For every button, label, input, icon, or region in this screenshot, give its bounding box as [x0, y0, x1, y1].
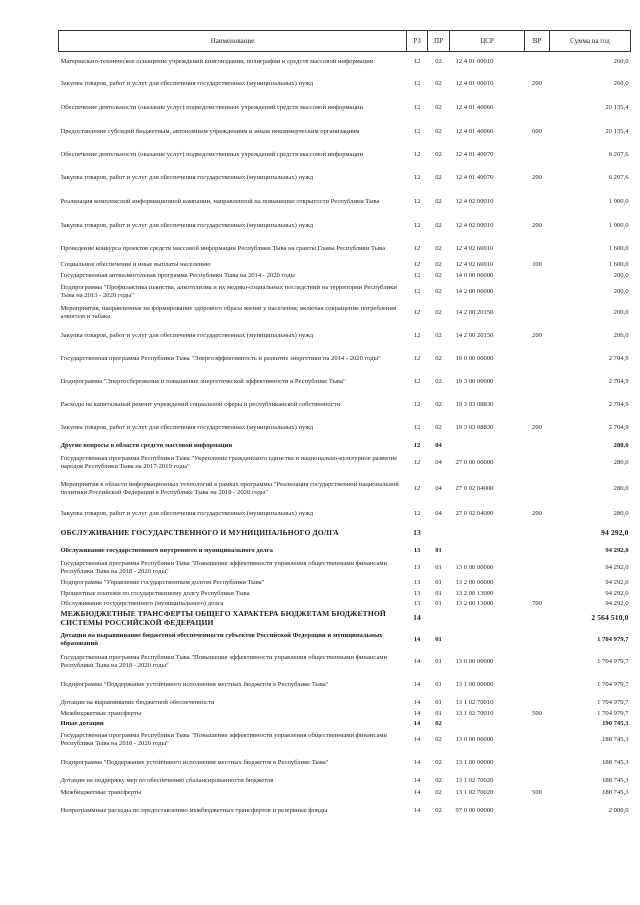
table-row [59, 452, 631, 474]
row-vr [525, 271, 550, 282]
table-row [59, 799, 631, 823]
row-name: Государственная антиалкогольная программа Республики Тыва на 2014 - 2020 годы [60, 272, 295, 280]
row-csr: 14 2 00 00000 [455, 287, 494, 295]
row-sum: 6 207,6 [608, 173, 629, 181]
row-pr: 02 [435, 287, 442, 295]
budget-page [58, 30, 630, 823]
row-csr [450, 629, 525, 651]
row-name: Государственная программа Республики Тыва "Повышение эффективности управления общественными финансами Республики Тыва на 2018 - 2020 годы" [60, 559, 388, 575]
row-vr: 200 [532, 509, 542, 517]
row-pr: 01 [435, 657, 442, 665]
row-rz: 12 [413, 354, 421, 362]
row-sum: 2 704,9 [608, 400, 629, 408]
table-row [59, 578, 631, 589]
row-rz: 14 [413, 680, 421, 688]
row-vr: 300 [532, 261, 542, 269]
row-name: Материально-техническое оснащение учреждений книгоиздания, полиграфии и средств массовой информации [60, 57, 374, 65]
row-name: Закупка товаров, работ и услуг для обеспечения государственных (муниципальных) нужд [60, 423, 314, 431]
row-sum: 200,0 [613, 308, 629, 316]
table-row [59, 474, 631, 504]
row-sum: 1 704 979,7 [597, 698, 629, 706]
row-rz: 14 [413, 776, 421, 784]
row-sum: 1 704 979,7 [597, 635, 629, 643]
row-vr [525, 775, 550, 787]
row-csr: 19 3 03 08830 [455, 423, 494, 431]
row-name: Проведение конкурса проектов средств массовой информации Республики Тыва на гранты Главы Республики Тыва [60, 244, 386, 252]
row-name: Обеспечение деятельности (оказание услуг) подведомственных учреждений средств массовой информации [60, 150, 364, 158]
row-sum: 20 135,4 [605, 103, 629, 111]
row-name: Расходы на капитальный ремонт учреждений социальной сферы и республиканской собственности [60, 400, 341, 408]
row-rz: 12 [413, 244, 421, 252]
row-sum: 94 292,0 [605, 579, 629, 587]
table-row [59, 52, 631, 72]
row-sum: 94 292,0 [605, 599, 629, 607]
row-rz: 14 [413, 613, 421, 623]
table-row [59, 504, 631, 524]
row-vr [525, 394, 550, 416]
row-pr: 04 [435, 441, 442, 449]
row-rz: 14 [413, 635, 421, 643]
row-csr: 12 4 02 00010 [455, 221, 494, 229]
row-csr: 14 0 00 00000 [455, 272, 494, 280]
row-vr: 500 [532, 709, 542, 717]
row-rz: 14 [413, 719, 421, 727]
table-row [59, 609, 631, 629]
row-pr: 02 [435, 400, 442, 408]
row-rz: 12 [413, 221, 421, 229]
row-csr [450, 719, 525, 729]
row-csr: 13 1 00 00000 [455, 680, 494, 688]
row-rz: 13 [413, 589, 421, 597]
table-row [59, 238, 631, 260]
header-name: Наименование [59, 31, 407, 52]
row-name: Межбюджетные трансферты [60, 788, 142, 796]
row-sum: 1 000,0 [608, 197, 629, 205]
row-name: Подпрограмма "Управление государственным долгом Республики Тыва" [60, 579, 265, 587]
row-name: Государственная программа Республики Тыва "Укрепление гражданского единства и национально-культурное развитие народов Республики Тыва на 2017-2019 годы" [60, 454, 398, 470]
row-vr [525, 544, 550, 558]
table-row [59, 302, 631, 324]
row-vr: 200 [532, 331, 542, 339]
row-rz: 12 [413, 57, 421, 65]
table-row [59, 282, 631, 302]
row-sum: 280,0 [613, 458, 629, 466]
row-csr: 12 4 01 40070 [455, 150, 494, 158]
row-csr: 97 0 00 00000 [455, 806, 494, 814]
row-csr: 13 1 02 70020 [455, 788, 494, 796]
row-sum: 1 704 979,7 [597, 709, 629, 717]
row-sum: 200,0 [613, 287, 629, 295]
row-name: ОБСЛУЖИВАНИЕ ГОСУДАРСТВЕННОГО И МУНИЦИПАЛЬНОГО ДОЛГА [60, 528, 339, 538]
row-rz: 12 [413, 197, 421, 205]
header-pr: ПР [428, 31, 450, 52]
row-name: Процентные платежи по государственному долгу Республики Тыва [60, 589, 250, 597]
row-pr: 01 [435, 563, 442, 571]
row-name: Дотации на выравнивание бюджетной обеспеченности [60, 698, 215, 706]
row-vr [525, 348, 550, 370]
row-pr: 04 [435, 484, 442, 492]
row-rz: 12 [413, 261, 421, 269]
row-csr: 19 3 03 08830 [455, 400, 494, 408]
row-pr: 04 [435, 458, 442, 466]
row-sum: 188 745,3 [602, 788, 629, 796]
row-name: Закупка товаров, работ и услуг для обеспечения государственных (муниципальных) нужд [60, 221, 314, 229]
table-row [59, 416, 631, 440]
row-rz: 12 [413, 287, 421, 295]
row-pr: 01 [435, 579, 442, 587]
table-body [59, 52, 631, 823]
row-rz: 12 [413, 458, 421, 466]
row-pr: 02 [435, 103, 442, 111]
row-csr: 13 1 02 70010 [455, 698, 494, 706]
row-pr: 02 [435, 57, 442, 65]
row-pr: 02 [435, 377, 442, 385]
row-name: Обслуживание государственного (муниципального) долга [60, 599, 224, 607]
table-row [59, 190, 631, 214]
row-rz: 14 [413, 758, 421, 766]
table-row [59, 96, 631, 120]
row-name: Закупка товаров, работ и услуг для обеспечения государственных (муниципальных) нужд [60, 173, 314, 181]
row-rz: 12 [413, 127, 421, 135]
row-pr: 02 [435, 127, 442, 135]
row-pr: 02 [435, 719, 442, 727]
row-csr: 13 1 02 70020 [455, 776, 494, 784]
row-csr [450, 609, 525, 629]
row-csr: 13 0 00 00000 [455, 563, 494, 571]
row-sum: 1 600,0 [608, 244, 629, 252]
row-csr: 12 4 01 40070 [455, 173, 494, 181]
row-sum: 188 745,3 [602, 776, 629, 784]
row-vr: 200 [532, 79, 542, 87]
row-vr [525, 651, 550, 673]
row-pr: 02 [435, 272, 442, 280]
row-pr: 02 [435, 308, 442, 316]
row-csr: 12 4 02 60010 [455, 244, 494, 252]
row-rz: 13 [413, 599, 421, 607]
table-row [59, 348, 631, 370]
row-csr: 12 4 01 40060 [455, 127, 494, 135]
header-rz: РЗ [407, 31, 428, 52]
row-csr: 27 0 02 04000 [455, 509, 494, 517]
row-csr: 19 3 00 00000 [455, 377, 494, 385]
row-sum: 2 564 510,0 [591, 613, 629, 623]
row-name: Социальное обеспечение и иные выплаты населению [60, 261, 211, 269]
row-rz: 14 [413, 788, 421, 796]
row-csr: 12 4 02 60010 [455, 261, 494, 269]
row-sum: 200,0 [613, 331, 629, 339]
row-csr: 13 0 00 00000 [455, 735, 494, 743]
row-vr [525, 751, 550, 775]
table-row [59, 260, 631, 271]
row-vr [525, 302, 550, 324]
row-name: Мероприятия в области информационных технологий в рамках программы "Реализация государственной национальной политики Российской Федерации в Республике Тыва на 2018 - 2020 годы" [60, 480, 399, 496]
row-rz: 12 [413, 441, 421, 449]
table-row [59, 729, 631, 751]
row-vr [525, 609, 550, 629]
row-pr: 01 [435, 635, 442, 643]
row-name: Реализация комплексной информационной кампании, направленной на повышение открытости Республики Тыва [60, 197, 380, 205]
row-name: Подпрограмма "Профилактика пьянства, алкоголизма и их медико-социальных последствий на территории Республики Тыва на 2013 - 2020 годы" [60, 283, 397, 299]
row-csr: 27 0 00 00000 [455, 458, 494, 466]
row-pr: 01 [435, 599, 442, 607]
row-pr: 01 [435, 698, 442, 706]
row-name: Предоставление субсидий бюджетным, автономным учреждениям и иным некоммерческим организациям [60, 127, 360, 135]
row-csr: 12 4 02 00010 [455, 197, 494, 205]
row-csr: 14 2 00 20150 [455, 331, 494, 339]
table-row [59, 673, 631, 697]
row-name: Обслуживание государственного внутреннего и муниципального долга [60, 546, 273, 554]
row-pr: 04 [435, 509, 442, 517]
row-vr [525, 190, 550, 214]
row-sum: 2 704,9 [608, 423, 629, 431]
row-name: Закупка товаров, работ и услуг для обеспечения государственных (муниципальных) нужд [60, 509, 314, 517]
row-vr [525, 729, 550, 751]
row-rz: 13 [413, 528, 421, 538]
table-row [59, 787, 631, 799]
row-csr [450, 440, 525, 452]
row-name: МЕЖБЮДЖЕТНЫЕ ТРАНСФЕРТЫ ОБЩЕГО ХАРАКТЕРА БЮДЖЕТАМ БЮДЖЕТНОЙ СИСТЕМЫ РОССИЙСКОЙ ФЕДЕРАЦИИ [60, 608, 386, 627]
row-name: Подпрограмма "Поддержание устойчивого исполнения местных бюджетов в Республике Тыва" [60, 680, 329, 688]
table-row [59, 775, 631, 787]
row-name: Государственная программа Республики Тыва "Повышение эффективности управления общественными финансами Республики Тыва на 2018 - 2020 годы" [60, 731, 388, 747]
row-csr: 13 2 00 13000 [455, 599, 494, 607]
row-name: Закупка товаров, работ и услуг для обеспечения государственных (муниципальных) нужд [60, 79, 314, 87]
budget-table [58, 30, 631, 823]
row-sum: 260,0 [613, 57, 629, 65]
row-rz: 13 [413, 563, 421, 571]
row-sum: 6 207,6 [608, 150, 629, 158]
header-csr: ЦСР [450, 31, 525, 52]
row-csr [450, 544, 525, 558]
table-row [59, 72, 631, 96]
row-vr: 600 [532, 127, 542, 135]
row-vr: 200 [532, 173, 542, 181]
row-vr [525, 719, 550, 729]
row-csr: 13 2 00 00000 [455, 579, 494, 587]
row-rz: 13 [413, 546, 421, 554]
row-vr [525, 629, 550, 651]
row-pr: 02 [435, 331, 442, 339]
row-sum: 94 292,0 [601, 528, 629, 538]
row-rz: 12 [413, 103, 421, 111]
row-vr [525, 589, 550, 599]
row-pr: 02 [435, 221, 442, 229]
row-sum: 200,0 [613, 272, 629, 280]
row-csr: 13 1 02 70010 [455, 709, 494, 717]
row-sum: 20 135,4 [605, 127, 629, 135]
row-rz: 13 [413, 579, 421, 587]
row-pr: 02 [435, 776, 442, 784]
row-rz: 12 [413, 377, 421, 385]
row-vr [525, 96, 550, 120]
table-row [59, 709, 631, 719]
row-csr: 12 4 01 00010 [455, 79, 494, 87]
row-name: Непрограммные расходы по предоставлению межбюджетных трансфертов и резервные фонды [60, 806, 328, 814]
row-vr [525, 578, 550, 589]
row-csr: 19 0 00 00000 [455, 354, 494, 362]
row-vr [525, 474, 550, 504]
row-csr: 12 4 01 40060 [455, 103, 494, 111]
row-vr: 200 [532, 423, 542, 431]
table-row [59, 271, 631, 282]
row-pr [428, 609, 450, 629]
header-sum: Сумма на год [550, 31, 631, 52]
row-rz: 12 [413, 79, 421, 87]
table-row [59, 589, 631, 599]
row-pr: 01 [435, 589, 442, 597]
row-sum: 1 600,0 [608, 261, 629, 269]
row-csr [450, 524, 525, 544]
table-row [59, 440, 631, 452]
table-row [59, 370, 631, 394]
row-csr: 27 0 02 04000 [455, 484, 494, 492]
row-sum: 2 000,0 [608, 806, 629, 814]
row-vr: 200 [532, 221, 542, 229]
row-vr [525, 673, 550, 697]
row-vr [525, 452, 550, 474]
table-row [59, 120, 631, 144]
row-sum: 94 292,0 [605, 589, 629, 597]
row-vr: 700 [532, 599, 542, 607]
row-rz: 12 [413, 509, 421, 517]
row-pr: 02 [435, 244, 442, 252]
row-pr: 02 [435, 423, 442, 431]
row-rz: 12 [413, 150, 421, 158]
table-row [59, 719, 631, 729]
row-sum: 94 292,0 [605, 563, 629, 571]
table-row [59, 558, 631, 578]
row-name: Межбюджетные трансферты [60, 709, 142, 717]
table-row [59, 144, 631, 166]
row-rz: 12 [413, 272, 421, 280]
table-row [59, 544, 631, 558]
table-row [59, 629, 631, 651]
row-sum: 280,0 [613, 441, 629, 449]
row-pr: 02 [435, 354, 442, 362]
row-vr [525, 440, 550, 452]
row-sum: 2 704,9 [608, 377, 629, 385]
row-rz: 12 [413, 331, 421, 339]
row-pr: 02 [435, 173, 442, 181]
row-sum: 1 704 979,7 [597, 657, 629, 665]
header-vr: ВР [525, 31, 550, 52]
row-sum: 1 704 979,7 [597, 680, 629, 688]
row-name: Подпрограмма "Энергосбережение и повышение энергетической эффективности в Республике Тыва" [60, 377, 346, 385]
row-vr [525, 370, 550, 394]
row-name: Подпрограмма "Поддержание устойчивого исполнения местных бюджетов в Республике Тыва" [60, 758, 329, 766]
row-csr: 12 4 01 00010 [455, 57, 494, 65]
row-name: Государственная программа Республики Тыва "Энергоэффективность и развитие энергетики на 2014 - 2020 годы" [60, 354, 381, 362]
row-rz: 12 [413, 173, 421, 181]
row-rz: 14 [413, 657, 421, 665]
row-sum: 280,0 [613, 484, 629, 492]
row-vr [525, 799, 550, 823]
row-pr: 02 [435, 79, 442, 87]
row-rz: 12 [413, 484, 421, 492]
table-row [59, 166, 631, 190]
row-pr: 02 [435, 758, 442, 766]
row-csr: 13 0 00 00000 [455, 657, 494, 665]
row-csr: 14 2 00 20150 [455, 308, 494, 316]
row-vr [525, 52, 550, 72]
row-name: Обеспечение деятельности (оказание услуг) подведомственных учреждений средств массовой информации [60, 103, 364, 111]
row-rz: 12 [413, 308, 421, 316]
row-pr: 02 [435, 735, 442, 743]
row-vr: 500 [532, 788, 542, 796]
row-name: Закупка товаров, работ и услуг для обеспечения государственных (муниципальных) нужд [60, 331, 314, 339]
table-row [59, 599, 631, 609]
row-name: Дотации на поддержку мер по обеспечению сбалансированности бюджетов [60, 776, 274, 784]
table-row [59, 324, 631, 348]
row-pr: 02 [435, 261, 442, 269]
table-row [59, 697, 631, 709]
row-rz: 14 [413, 735, 421, 743]
row-sum: 260,0 [613, 79, 629, 87]
row-sum: 94 292,0 [605, 546, 629, 554]
row-pr: 02 [435, 788, 442, 796]
row-csr: 13 2 00 13000 [455, 589, 494, 597]
row-rz: 14 [413, 806, 421, 814]
table-row [59, 524, 631, 544]
row-vr [525, 238, 550, 260]
row-rz: 12 [413, 423, 421, 431]
row-sum: 190 745,3 [602, 719, 629, 727]
row-vr [525, 558, 550, 578]
row-pr: 02 [435, 806, 442, 814]
row-vr [525, 697, 550, 709]
row-csr: 13 1 00 00000 [455, 758, 494, 766]
row-pr: 01 [435, 546, 442, 554]
row-name: Мероприятия, направленные на формирование здорового образа жизни у населения, включая сокращение потребления алкоголя и табака [60, 304, 396, 320]
row-rz: 14 [413, 698, 421, 706]
table-header-row [59, 31, 631, 52]
row-sum: 188 745,3 [602, 758, 629, 766]
row-rz: 14 [413, 709, 421, 717]
row-pr [428, 524, 450, 544]
table-row [59, 214, 631, 238]
table-row [59, 751, 631, 775]
row-pr: 02 [435, 197, 442, 205]
row-vr [525, 144, 550, 166]
row-pr: 02 [435, 150, 442, 158]
row-pr: 01 [435, 680, 442, 688]
row-name: Государственная программа Республики Тыва "Повышение эффективности управления общественными финансами Республики Тыва на 2018 - 2020 годы" [60, 653, 388, 669]
row-vr [525, 524, 550, 544]
row-sum: 188 745,3 [602, 735, 629, 743]
row-sum: 280,0 [613, 509, 629, 517]
row-pr: 01 [435, 709, 442, 717]
row-vr [525, 282, 550, 302]
row-sum: 1 000,0 [608, 221, 629, 229]
row-rz: 12 [413, 400, 421, 408]
row-name: Иные дотации [60, 719, 104, 727]
table-row [59, 651, 631, 673]
row-name: Другие вопросы в области средств массовой информации [60, 441, 233, 449]
table-row [59, 394, 631, 416]
row-sum: 2 704,9 [608, 354, 629, 362]
row-name: Дотации на выравнивание бюджетной обеспеченности субъектов Российской Федерации и муниципальных образований [60, 631, 383, 647]
